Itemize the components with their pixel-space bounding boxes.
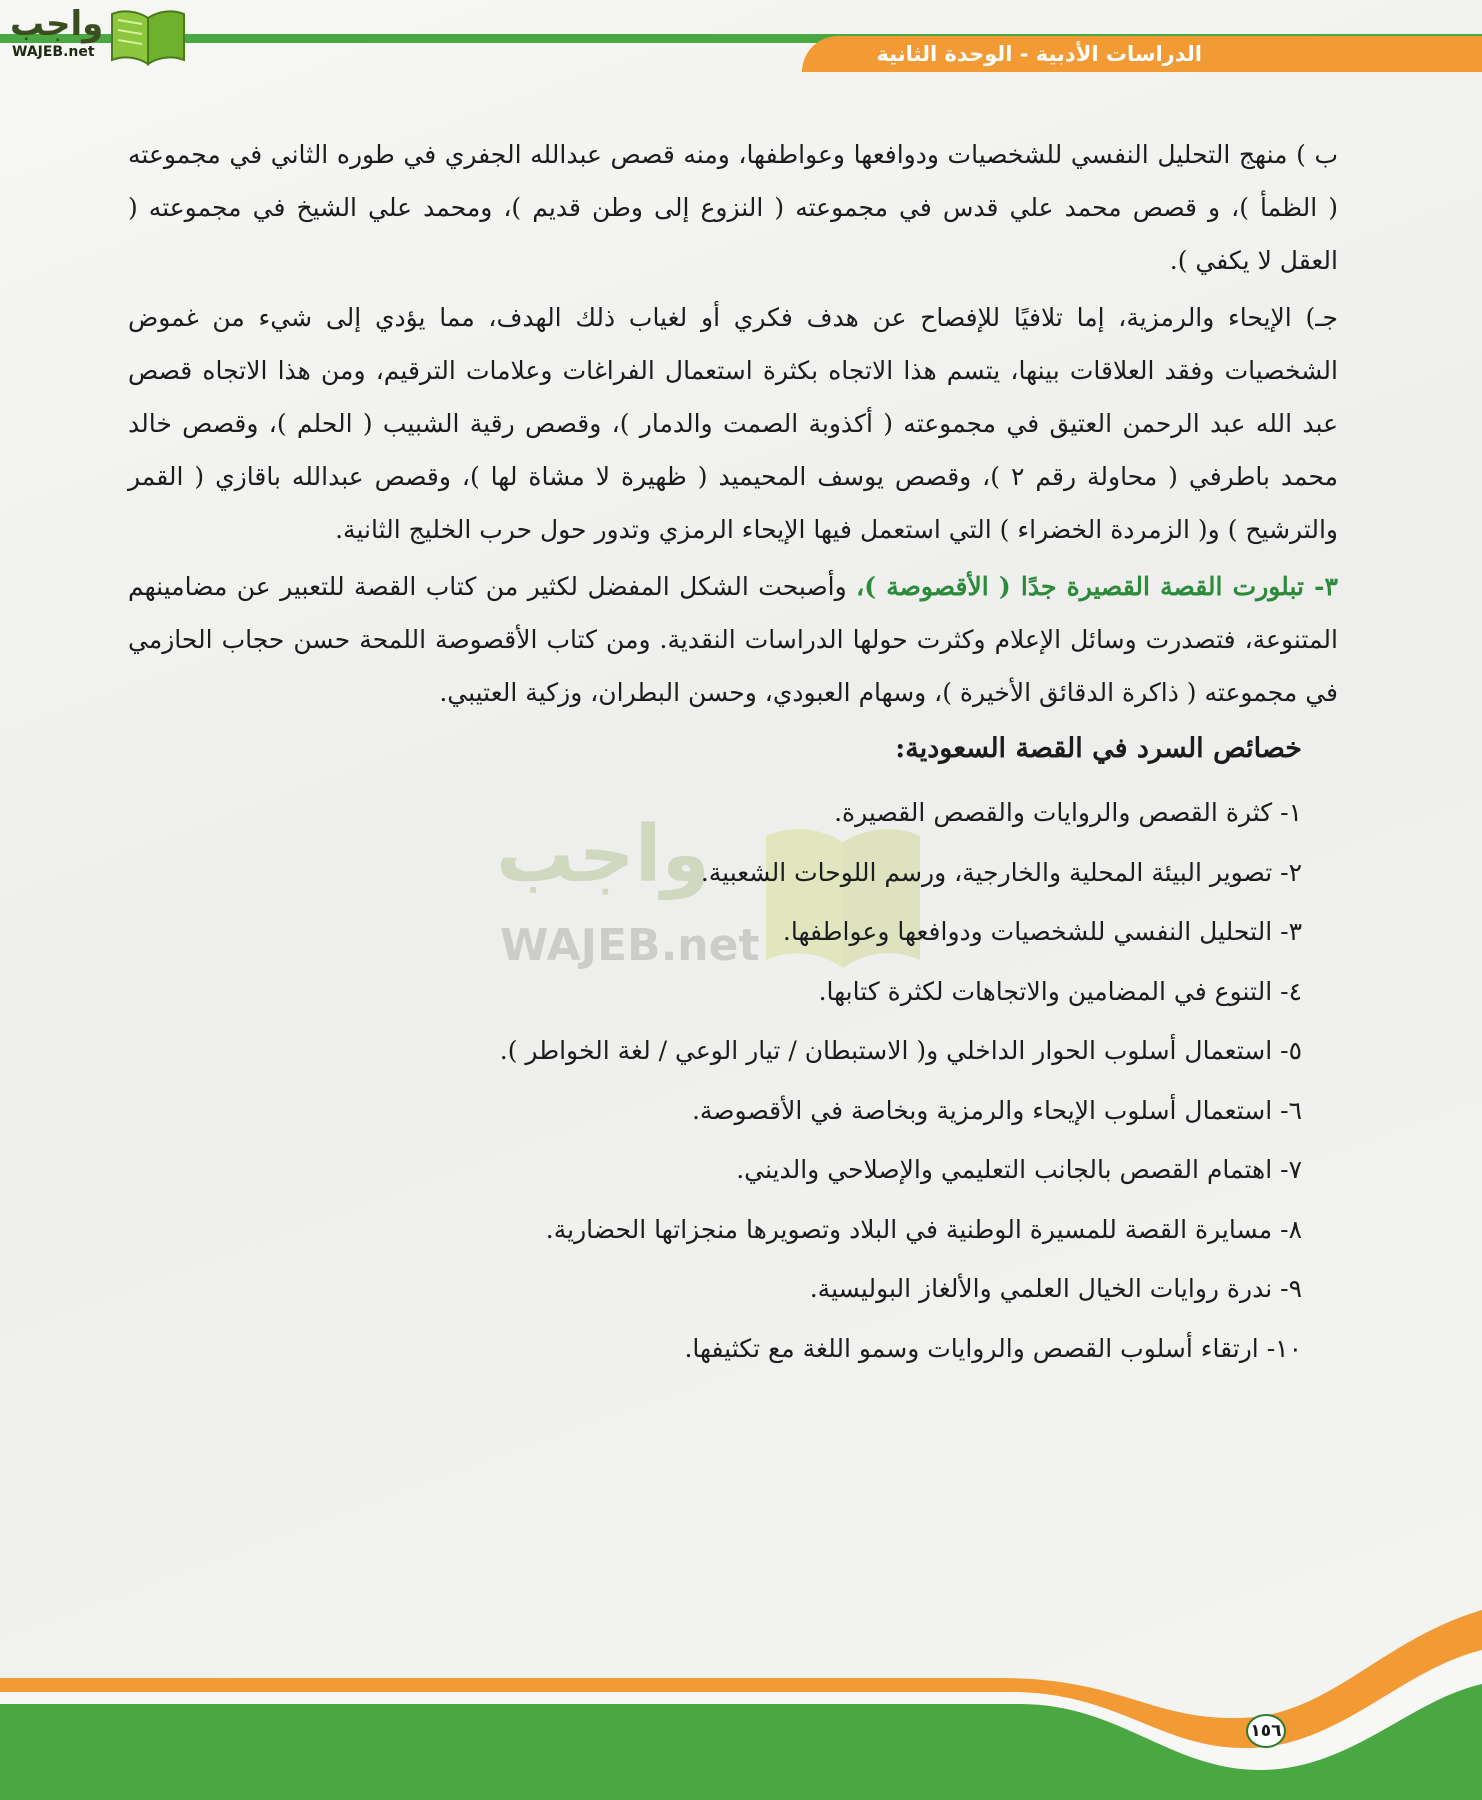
watermark-subtext: WAJEB.net — [500, 920, 760, 971]
section-heading: خصائص السرد في القصة السعودية: — [895, 733, 1302, 764]
logo-text: واجب — [10, 4, 104, 44]
list-item: ٨- مسايرة القصة للمسيرة الوطنية في البلاد وتصويرها منجزاتها الحضارية. — [545, 1214, 1302, 1244]
wajeb-logo[interactable] — [10, 4, 190, 68]
list-item: ٢- تصوير البيئة المحلية والخارجية، ورسم اللوحات الشعبية. — [700, 857, 1302, 887]
paragraph-3-heading: ٣- تبلورت القصة القصيرة جدًا ( الأقصوصة )، — [856, 572, 1338, 601]
page-number: ١٥٦ — [1246, 1714, 1286, 1748]
list-item: ٩- ندرة روايات الخيال العلمي والألغاز البوليسية. — [809, 1274, 1302, 1303]
paragraph-3 — [128, 560, 1338, 719]
book-icon — [106, 6, 190, 66]
header-title: الدراسات الأدبية - الوحدة الثانية — [876, 42, 1202, 66]
features-list — [128, 783, 1338, 1378]
paragraph-3-body: وأصبحت الشكل المفضل لكثير من كتاب القصة للتعبير عن مضامينهم المتنوعة، فتصدرت وسائل الإعلام وكثرت حولها الدراسات النقدية. ومن كتاب الأقصوصة اللمحة حسن حجاب الحازمي في مجموعته ( ذاكرة الدقائق الأخيرة )، وسهام العبودي، وحسن البطران، وزكية العتيبي. — [128, 572, 1338, 707]
list-item: ٧- اهتمام القصص بالجانب التعليمي والإصلاحي والديني. — [736, 1155, 1302, 1184]
watermark-text: واجب — [496, 810, 711, 900]
list-item: ٣- التحليل النفسي للشخصيات ودوافعها وعواطفها. — [782, 917, 1302, 946]
header-bar — [802, 36, 1482, 72]
list-item: ١٠- ارتقاء أسلوب القصص والروايات وسمو اللغة مع تكثيفها. — [684, 1333, 1302, 1363]
paragraph-j: جـ) الإيحاء والرمزية، إما تلافيًا للإفصاح عن هدف فكري أو لغياب ذلك الهدف، مما يؤدي إلى شيء من غموض الشخصيات وفقد العلاقات بينها، يتسم هذا الاتجاه بكثرة استعمال الفراغات وعلامات الترقيم، ومن هذا الاتجاه قصص عبد الله عبد الرحمن العتيق في مجموعته ( أكذوبة الصمت والدمار )، وقصص رقية الشبيب ( الحلم )، وقصص خالد محمد باطرفي ( محاولة رقم ٢ )، وقصص يوسف المحيميد ( ظهيرة لا مشاة لها )، وقصص عبدالله باقازي ( القمر والترشيح ) و( الزمردة الخضراء ) التي استعمل فيها الإيحاء الرمزي وتدور حول حرب الخليج الثانية. — [128, 303, 1338, 544]
footer-wave — [0, 1600, 1482, 1800]
logo-subtext: WAJEB.net — [12, 44, 95, 60]
paragraph-b: ب ) منهج التحليل النفسي للشخصيات ودوافعها وعواطفها، ومنه قصص عبدالله الجفري في طوره الثاني في مجموعته ( الظمأ )، و قصص محمد علي قدس في مجموعته ( النزوع إلى وطن قديم )، ومحمد علي الشيخ في مجموعته ( العقل لا يكفي ). — [128, 140, 1338, 275]
list-item: ٥- استعمال أسلوب الحوار الداخلي و( الاستبطان / تيار الوعي / لغة الخواطر ). — [499, 1036, 1302, 1065]
list-item: ٤- التنوع في المضامين والاتجاهات لكثرة كتابها. — [818, 976, 1302, 1006]
list-item: ١- كثرة القصص والروايات والقصص القصيرة. — [834, 798, 1302, 827]
list-item: ٦- استعمال أسلوب الإيحاء والرمزية وبخاصة في الأقصوصة. — [691, 1095, 1302, 1125]
main-content — [128, 128, 1338, 1378]
